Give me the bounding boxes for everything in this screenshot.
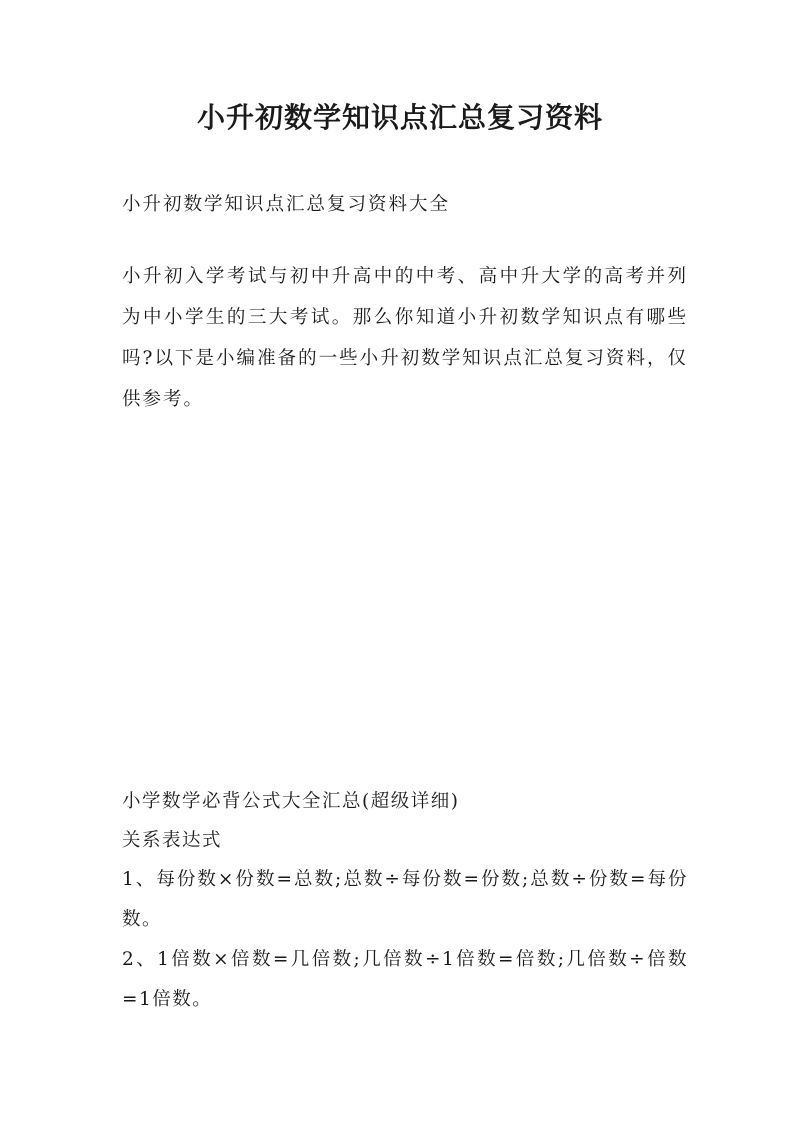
intro-paragraph: 小升初入学考试与初中升高中的中考、高中升大学的高考并列为中小学生的三大考试。那么你知道小升初数学知识点有哪些吗?以下是小编准备的一些小升初数学知识点汇总复习资料，仅供参考。 <box>122 266 688 410</box>
formula-item: 1、每份数×份数=总数;总数÷每份数=份数;总数÷份数=每份数。 <box>122 869 688 930</box>
formula-section <box>122 782 688 1020</box>
document-title: 小升初数学知识点汇总复习资料 <box>196 101 603 134</box>
document-subtitle: 小升初数学知识点汇总复习资料大全 <box>122 194 451 215</box>
subsection-heading: 关系表达式 <box>122 830 223 851</box>
section-heading: 小学数学必背公式大全汇总(超级详细) <box>122 791 460 812</box>
formula-item: 2、1倍数×倍数=几倍数;几倍数÷1倍数=倍数;几倍数÷倍数=1倍数。 <box>122 949 688 1010</box>
